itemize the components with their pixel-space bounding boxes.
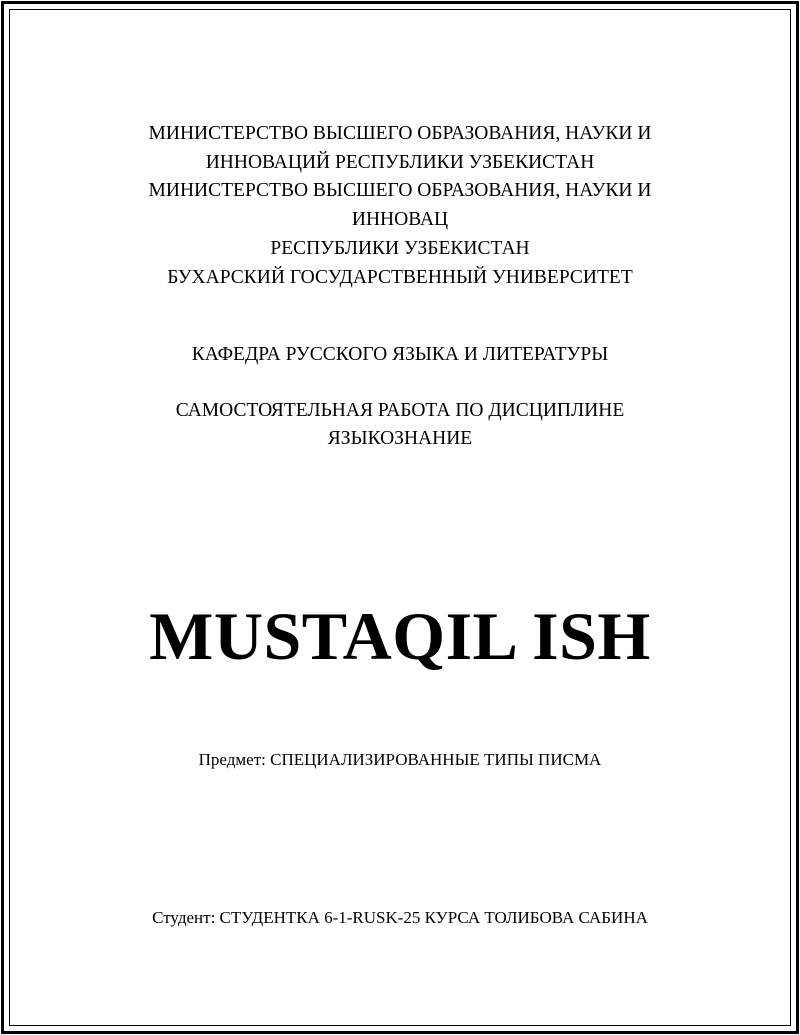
work-description: [0, 397, 800, 453]
student-line: Студент: СТУДЕНТКА 6-1-RUSK-25 КУРСА ТОЛИБОВА САБИНА: [152, 908, 648, 927]
subject-line: Предмет: СПЕЦИАЛИЗИРОВАННЫЕ ТИПЫ ПИСМА: [198, 750, 602, 769]
document-title: MUSTAQIL ISH: [149, 598, 651, 674]
header-line: ИННОВАЦ: [351, 209, 449, 231]
header-line: ИННОВАЦИЙ РЕСПУБЛИКИ УЗБЕКИСТАН: [205, 151, 595, 173]
header-line: РЕСПУБЛИКИ УЗБЕКИСТАН: [270, 237, 530, 259]
ministry-header: [0, 120, 800, 292]
work-line: ЯЗЫКОЗНАНИЕ: [327, 428, 473, 449]
header-line: МИНИСТЕРСТВО ВЫСШЕГО ОБРАЗОВАНИЯ, НАУКИ И: [148, 180, 652, 202]
work-line: САМОСТОЯТЕЛЬНАЯ РАБОТА ПО ДИСЦИПЛИНЕ: [175, 400, 625, 421]
department-name: КАФЕДРА РУССКОГО ЯЗЫКА И ЛИТЕРАТУРЫ: [191, 344, 609, 365]
header-line: БУХАРСКИЙ ГОСУДАРСТВЕННЫЙ УНИВЕРСИТЕТ: [167, 266, 633, 288]
header-line: МИНИСТЕРСТВО ВЫСШЕГО ОБРАЗОВАНИЯ, НАУКИ И: [148, 123, 652, 144]
